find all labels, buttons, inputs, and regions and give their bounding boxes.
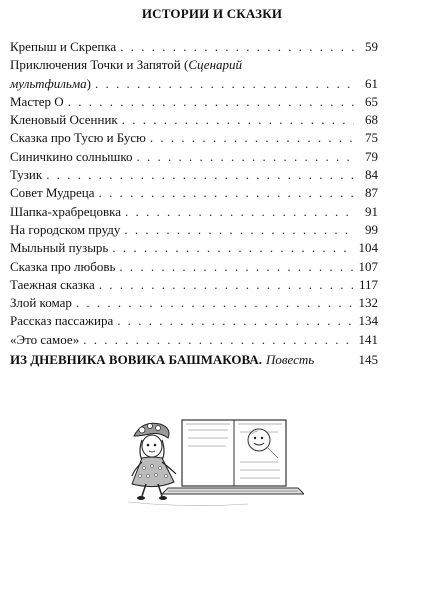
toc-entry-page: 99 bbox=[365, 221, 378, 237]
part2-page: 145 bbox=[358, 352, 378, 367]
toc-entry bbox=[10, 258, 378, 276]
leader-dots bbox=[125, 203, 354, 221]
toc-entry-title: Сказка про любовь bbox=[10, 258, 116, 274]
doll-and-bubble-illustration bbox=[128, 418, 304, 518]
toc-entry-title: Злой комар bbox=[10, 295, 72, 311]
leader-dots bbox=[112, 239, 354, 257]
toc-entry bbox=[10, 184, 378, 202]
toc-entry-page: 107 bbox=[358, 258, 378, 274]
toc-entry-page: 84 bbox=[365, 167, 378, 183]
toc-entry bbox=[10, 38, 378, 56]
toc-entry-title: Синичкино солнышко bbox=[10, 148, 133, 164]
toc-entry bbox=[10, 331, 378, 349]
toc-entry-title: «Это самое» bbox=[10, 331, 80, 347]
toc-entry-page: 68 bbox=[365, 112, 378, 128]
toc-entry-page: 61 bbox=[365, 75, 378, 91]
leader-dots bbox=[46, 166, 354, 184]
toc-entry-title: Сказка про Тусю и Бусю bbox=[10, 130, 146, 146]
toc-entry-title: Мастер О bbox=[10, 93, 64, 109]
toc-entry-title: Шапка-храбрецовка bbox=[10, 203, 122, 219]
toc-entry-page: 75 bbox=[365, 130, 378, 146]
doll-face bbox=[142, 435, 162, 457]
toc-entry-title: Тузик bbox=[10, 167, 43, 183]
toc-entry-page: 91 bbox=[365, 203, 378, 219]
toc-entry-page: 59 bbox=[365, 39, 378, 54]
toc-entry-page: 141 bbox=[358, 331, 378, 347]
toc-entry bbox=[10, 111, 378, 129]
toc-entry-page: 87 bbox=[365, 185, 378, 201]
toc-entry-page: 104 bbox=[358, 240, 378, 256]
toc-entry-page: 117 bbox=[358, 276, 378, 292]
toc-entry-title: Мыльный пузырь bbox=[10, 240, 109, 256]
toc-entry bbox=[10, 239, 378, 257]
leader-dots bbox=[68, 93, 354, 111]
toc-entry-title: Совет Мудреца bbox=[10, 185, 95, 201]
table-of-contents bbox=[10, 38, 378, 349]
toc-entry-title: На городском пруду bbox=[10, 221, 121, 237]
toc-entry bbox=[10, 129, 378, 147]
toc-entry bbox=[10, 203, 378, 221]
leader-dots bbox=[122, 111, 354, 129]
toc-entry-page: 134 bbox=[358, 313, 378, 329]
leader-dots bbox=[76, 294, 354, 312]
toc-entry-title: Приключения Точки и Запятой (Сценарий bbox=[10, 57, 243, 73]
part2-entry bbox=[10, 352, 378, 368]
leader-dots bbox=[117, 312, 354, 330]
toc-entry-line2 bbox=[10, 75, 378, 93]
toc-entry-page: 65 bbox=[365, 93, 378, 109]
toc-entry bbox=[10, 221, 378, 239]
leader-dots bbox=[95, 75, 354, 93]
toc-entry-page: 79 bbox=[365, 148, 378, 164]
toc-entry bbox=[10, 294, 378, 312]
bubble bbox=[248, 429, 270, 451]
toc-entry-title: Таежная сказка bbox=[10, 276, 95, 292]
leader-dots bbox=[119, 258, 354, 276]
toc-entry-title-cont: мультфильма) bbox=[10, 75, 91, 91]
toc-entry bbox=[10, 276, 378, 294]
toc-entry-title: Рассказ пассажира bbox=[10, 313, 114, 329]
toc-entry-page: 132 bbox=[358, 295, 378, 311]
part2-title: ИЗ ДНЕВНИКА ВОВИКА БАШМАКОВА. bbox=[10, 352, 262, 367]
leader-dots bbox=[98, 184, 354, 202]
leader-dots bbox=[83, 331, 354, 349]
part2-subtitle: Повесть bbox=[266, 352, 315, 367]
toc-entry bbox=[10, 166, 378, 184]
toc-entry-title: Крепыш и Скрепка bbox=[10, 39, 117, 54]
leader-dots bbox=[137, 148, 354, 166]
leader-dots bbox=[120, 38, 354, 56]
toc-entry-line1 bbox=[10, 56, 378, 74]
toc-entry bbox=[10, 93, 378, 111]
section-title: ИСТОРИИ И СКАЗКИ bbox=[141, 6, 283, 21]
leader-dots bbox=[99, 276, 354, 294]
leader-dots bbox=[124, 221, 354, 239]
doll-dress bbox=[132, 457, 174, 487]
leader-dots bbox=[150, 129, 354, 147]
toc-entry-title: Кленовый Осенник bbox=[10, 112, 118, 128]
toc-entry bbox=[10, 148, 378, 166]
toc-entry bbox=[10, 312, 378, 330]
